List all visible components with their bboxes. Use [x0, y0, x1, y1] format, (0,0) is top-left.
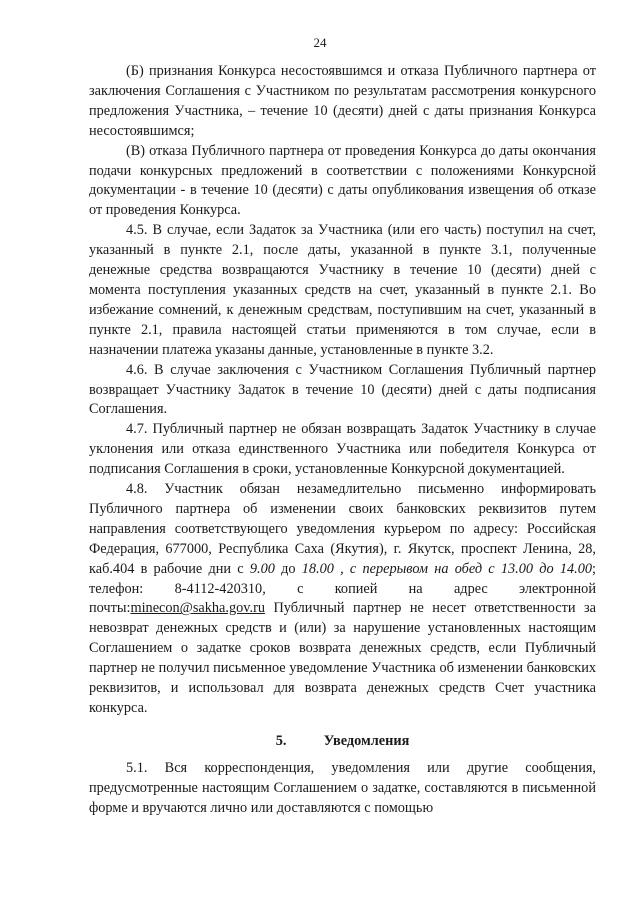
paragraph-4-8-part2: до [274, 560, 302, 577]
paragraph-4-8-part1: 4.8. Участник обязан незамедлительно письменно информировать Публичного партнера об изменении своих банковских реквизитов путем направления соответствующего уведомления курьером по адресу: Российская Федерация, 677000, Республика Саха (Якутия), г. Якутск, проспект Ленина, 28, каб.404 в рабочие дни с [89, 481, 596, 577]
document-body [89, 62, 596, 819]
paragraph-4-8-part4: Публичный партнер не несет ответственности за невозврат денежных средств и (или) за нарушение установленных настоящим Соглашением о задатке сроков возврата денежных средств, если Публичный партнер не получил письменное уведомление Участника об изменении банковских реквизитов, и использовал для возврата денежных средств Счет участника конкурса. [89, 600, 596, 716]
section-title: Уведомления [323, 732, 410, 749]
paragraph-4-5: 4.5. В случае, если Задаток за Участника (или его часть) поступил на счет, указанный в пункте 2.1, после даты, указанной в пункте 3.1, полученные денежные средства возвращаются Участнику в течение 10 (десяти) дней с момента поступления указанных средств на счет, указанный в пункте 2.1. Во избежание сомнений, к денежным средствам, поступившим на счет, указанный в пункте 2.1, правила настоящей статьи применяются в том случае, если в назначении платежа указаны данные, установленные в пункте 3.2. [89, 222, 596, 358]
paragraph-4-8-part3: ; телефон: 8-4112-420310, с копией на адрес электронной почты: [89, 560, 596, 617]
working-hours-from: 9.00 [249, 560, 275, 577]
paragraph-4-8 [89, 480, 596, 719]
section-heading [89, 732, 596, 752]
paragraph-clause-v: (В) отказа Публичного партнера от проведения Конкурса до даты окончания подачи конкурсных предложений в соответствии с положениями Конкурсной документации - в течение 10 (десяти) с даты опубликования извещения об отказе от проведения Конкурса. [89, 142, 596, 219]
section-number: 5. [275, 732, 287, 749]
working-hours-to: 18.00 , с перерывом на обед с 13.00 до 14.00 [301, 560, 593, 577]
paragraph-5-1: 5.1. Вся корреспонденция, уведомления или другие сообщения, предусмотренные настоящим Соглашением о задатке, составляются в письменной форме и вручаются лично или доставляются с помощью [89, 759, 596, 816]
email-link[interactable]: minecon@sakha.gov.ru [130, 600, 265, 617]
paragraph-4-7: 4.7. Публичный партнер не обязан возвращать Задаток Участнику в случае уклонения или отказа единственного Участника или победителя Конкурса от подписания Соглашения в сроки, установленные Конкурсной документацией. [89, 421, 596, 478]
paragraph-4-6: 4.6. В случае заключения с Участником Соглашения Публичный партнер возвращает Участнику Задаток в течение 10 (десяти) дней с даты подписания Соглашения. [89, 361, 596, 418]
page-number: 24 [313, 35, 327, 50]
paragraph-clause-b: (Б) признания Конкурса несостоявшимся и отказа Публичного партнера от заключения Соглашения с Участником по результатам рассмотрения конкурсного предложения Участника, – течение 10 (десяти) дней с даты признания Конкурса несостоявшимся; [89, 63, 596, 139]
